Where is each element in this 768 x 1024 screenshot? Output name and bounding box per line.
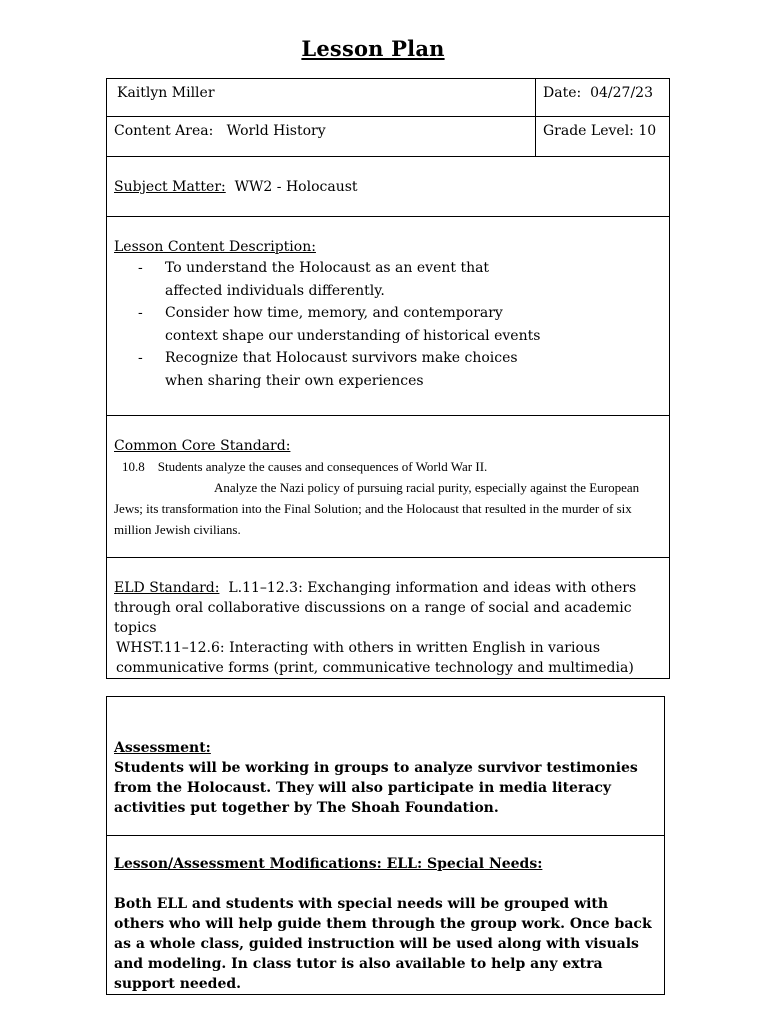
grade-level-label: Grade Level:: [543, 123, 634, 139]
lesson-plan-table: [106, 78, 670, 679]
common-core-line2: Analyze the Nazi policy of pursuing racial purity, especially against the European Jews; its transformation into the Final Solution; and the Holocaust that resulted in the murder of six million Jewish civilians.: [114, 480, 640, 537]
assessment-label: Assessment:: [114, 740, 211, 756]
content-area-label: Content Area:: [114, 123, 214, 139]
content-area-value: World History: [226, 123, 326, 139]
list-item: - To understand the Holocaust as an event that affected individuals differently.: [138, 257, 545, 302]
eld-text1: L.11–12.3: Exchanging information and ideas with others through oral collaborative discussions on a range of social and academic topics: [114, 580, 637, 636]
subject-matter-cell: [107, 157, 670, 217]
lesson-content-cell: [107, 217, 670, 416]
teacher-cell: [107, 79, 536, 117]
common-core-line1: Students analyze the causes and consequences of World War II.: [157, 459, 488, 474]
assessment-table: [106, 696, 665, 995]
content-area-cell: [107, 117, 536, 157]
common-core-cell: [107, 416, 670, 558]
common-core-label: Common Core Standard:: [114, 438, 291, 454]
subject-matter-label: Subject Matter:: [114, 179, 226, 195]
modifications-text: Both ELL and students with special needs will be grouped with others who will help guide them through the group work. Once back as a whole class, guided instruction will be used along with visuals and modeling. In class tutor is also available to help any extra support needed.: [114, 896, 652, 992]
eld-standard-cell: [107, 558, 670, 679]
modifications-label: Lesson/Assessment Modifications: ELL: Special Needs:: [114, 856, 543, 872]
grade-level-cell: [536, 117, 670, 157]
date-cell: [536, 79, 670, 117]
assessment-cell: [107, 697, 665, 836]
subject-matter-value: WW2 - Holocaust: [234, 179, 358, 195]
assessment-text: Students will be working in groups to analyze survivor testimonies from the Holocaust. They will also participate in media literacy activities put together by The Shoah Foundation.: [114, 760, 638, 816]
eld-text2: WHST.11–12.6: Interacting with others in written English in various communicative forms (print, communicative technology and multimedia): [116, 640, 634, 676]
teacher-name: Kaitlyn Miller: [117, 85, 215, 101]
modifications-cell: [107, 836, 665, 995]
lesson-content-label: Lesson Content Description:: [114, 239, 316, 255]
grade-level-value: 10: [638, 123, 657, 139]
date-value: 04/27/23: [590, 85, 653, 101]
date-label: Date:: [543, 85, 582, 101]
list-item: - Recognize that Holocaust survivors make choices when sharing their own experiences: [138, 347, 545, 392]
lesson-content-list: [114, 257, 662, 392]
eld-label: ELD Standard:: [114, 580, 220, 596]
list-item: - Consider how time, memory, and contemporary context shape our understanding of historical events: [138, 302, 545, 347]
common-core-code: 10.8: [122, 459, 145, 474]
page-title: Lesson Plan: [301, 36, 445, 61]
